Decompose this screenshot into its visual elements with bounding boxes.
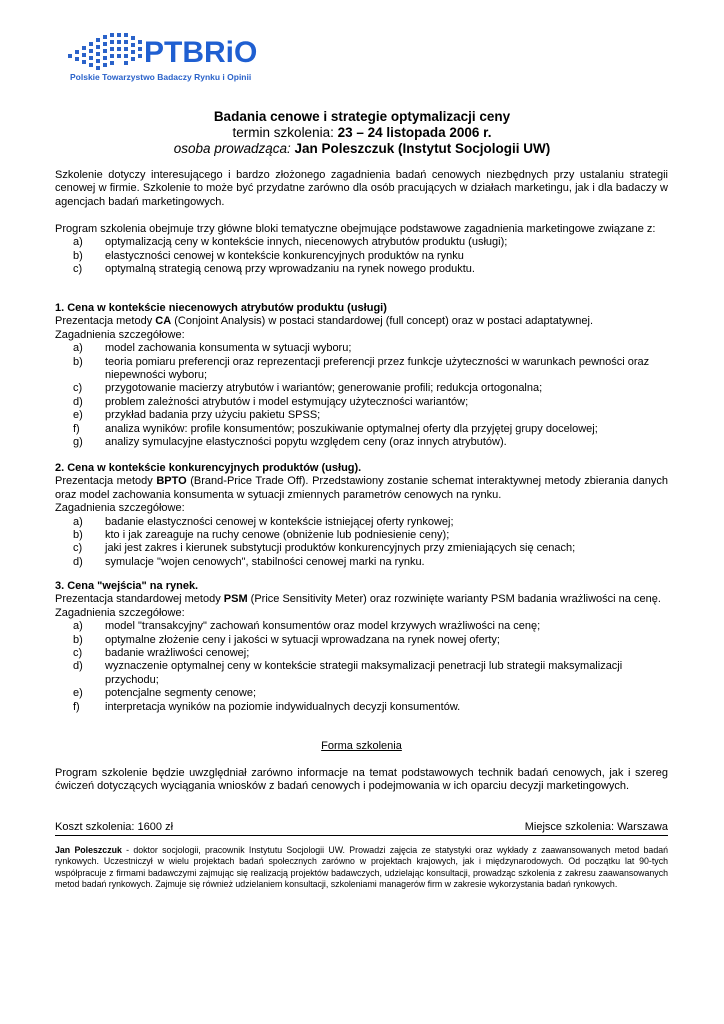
list-item: c) badanie wrażliwości cenowej; xyxy=(73,647,250,660)
training-date: termin szkolenia: 23 – 24 listopada 2006 r. xyxy=(232,125,492,140)
page-title: Badania cenowe i strategie optymalizacji ceny xyxy=(213,109,511,124)
list-item: b) optymalne złożenie ceny i jakości w sytuacji wprowadzana na rynek nowej oferty; xyxy=(73,633,500,646)
list-item: a) model "transakcyjny" zachowań konsumentów oraz model krzywych wrażliwości na cenę; xyxy=(73,620,541,633)
form-paragraph: Program szkolenie będzie uwzględniał zarówno informacje na temat podstawowych technik badań cenowych, jak i szereg ćwiczeń dotyczących wyciągania wniosków z badań cenowych i podejmowania w ich oparciu decyzji marketingowych. xyxy=(55,767,668,793)
section-3-heading: 3. Cena "wejścia" na rynek. xyxy=(55,580,199,592)
program-lead: Program szkolenia obejmuje trzy główne bloki tematyczne obejmujące podstawowe zagadnienia marketingowe związane z: xyxy=(55,223,656,235)
list-item: c) przygotowanie macierzy atrybutów i wariantów; generowanie profili; redukcja ortogonalna; xyxy=(73,382,543,395)
logo-dots-icon xyxy=(66,30,266,74)
cost-place-row xyxy=(55,821,668,836)
section-2-list xyxy=(55,516,668,570)
list-item: d) symulacje "wojen cenowych", stabilności cenowej marki na rynku. xyxy=(73,555,425,568)
program-block xyxy=(55,223,668,277)
section-1-list xyxy=(55,342,668,449)
list-item: b) kto i jak zareaguje na ruchy cenowe (obniżenie lub podniesienie ceny); xyxy=(73,529,450,542)
logo-subtitle: Polskie Towarzystwo Badaczy Rynku i Opinii xyxy=(70,72,252,82)
trainer: osoba prowadząca: Jan Poleszczuk (Instytut Socjologii UW) xyxy=(173,141,551,156)
list-item: f) analiza wyników: profile konsumentów; poszukiwanie optymalnej oferty dla przyjętej grupy docelowej; xyxy=(73,422,598,435)
list-item: f) interpretacja wyników na poziomie indywidualnych decyzji konsumentów. xyxy=(73,700,461,713)
intro-paragraph: Szkolenie dotyczy interesującego i bardzo złożonego zagadnienia badań cenowych niezbędnych przy ustalaniu strategii cenowej w firmie. Szkolenie to może być przydatne zarówno dla osób pracujących w działach marketingu, jak i dla badaczy w agencjach badań marketingowych. xyxy=(55,169,668,208)
list-item: a) optymalizacją ceny w kontekście innych, niecenowych atrybutów produktu (usługi); xyxy=(73,236,508,249)
section-1 xyxy=(55,302,668,449)
list-item: d) problem zależności atrybutów i model estymujący użyteczności wariantów; xyxy=(73,395,469,408)
bio-text: - doktor socjologii, pracownik Instytutu Socjologii UW. Prowadzi zajęcia ze statystyki oraz wykłady z zaawansowanych metod badań rynkowych. Uczestniczył w wielu projektach badań społecznych zarówno w projektach krajowych, jak i międzynarodowych. Od początku lat 90-tych współpracuje z firmami badawczymi zajmując się realizacją projektów badawczych, udzielając konsultacji, prowadząc szkolenia z zakresu zaawansowanych metod badań rynkowych. Zajmuje się również udzielaniem konsultacji, szkoleniami managerów firm w zakresie wykorzystania badań rynkowych. xyxy=(55,845,668,889)
bio-name: Jan Poleszczuk xyxy=(55,845,122,855)
section-1-method: Prezentacja metody CA (Conjoint Analysis) w postaci standardowej (full concept) oraz w postaci adaptatywnej. xyxy=(55,315,594,328)
section-2 xyxy=(55,462,668,569)
ptbrio-logo xyxy=(66,30,266,86)
list-item: e) przykład badania przy użyciu pakietu SPSS; xyxy=(73,409,321,422)
list-item: c) jaki jest zakres i kierunek substytucji produktów konkurencyjnych przy zmieniających się cenach; xyxy=(73,542,576,555)
logo-wordmark: PTBRiO xyxy=(144,36,258,69)
section-1-heading: 1. Cena w kontekście niecenowych atrybutów produktu (usługi) xyxy=(55,302,387,314)
trainer-bio xyxy=(55,845,668,890)
section-2-sub-label: Zagadnienia szczegółowe: xyxy=(55,502,185,515)
list-item: c) optymalną strategią cenową przy wprowadzaniu na rynek nowego produktu. xyxy=(73,263,475,276)
list-item: e) potencjalne segmenty cenowe; xyxy=(73,687,257,700)
section-2-heading: 2. Cena w kontekście konkurencyjnych produktów (usług). xyxy=(55,462,362,474)
section-3-sub-label: Zagadnienia szczegółowe: xyxy=(55,606,185,619)
list-item: g) analizy symulacyjne elastyczności popytu względem ceny (oraz innych atrybutów). xyxy=(73,436,507,449)
list-item: a) model zachowania konsumenta w sytuacji wyboru; xyxy=(73,342,352,355)
list-item: b) elastyczności cenowej w kontekście konkurencyjnych produktów na rynku xyxy=(73,249,464,262)
section-3-list xyxy=(55,620,668,714)
program-list xyxy=(55,236,668,276)
list-item: d) wyznaczenie optymalnej ceny w kontekście strategii maksymalizacji penetracji lub strategii maksymalizacji przychodu; xyxy=(73,660,623,686)
form-heading: Forma szkolenia xyxy=(321,740,402,752)
section-3-method: Prezentacja standardowej metody PSM (Price Sensitivity Meter) oraz rozwinięte warianty PSM badania wrażliwości na cenę. xyxy=(55,593,661,606)
list-item: b) teoria pomiaru preferencji oraz reprezentacji preferencji przez funkcje użyteczności w warunkach pewności oraz niepewności wyboru; xyxy=(73,355,650,382)
section-1-sub-label: Zagadnienia szczegółowe: xyxy=(55,328,185,341)
list-item: a) badanie elastyczności cenowej w kontekście istniejącej oferty rynkowej; xyxy=(73,515,454,528)
section-3 xyxy=(55,580,668,714)
cost-text: Koszt szkolenia: 1600 zł xyxy=(55,821,174,833)
place-text: Miejsce szkolenia: Warszawa xyxy=(524,821,668,833)
section-2-method: Prezentacja metody BPTO (Brand-Price Trade Off). Przedstawiony zostanie schemat interaktywnej metody zbierania danych oraz model zachowania konsumenta w sytuacji zmiennych parametrów cenowych na rynku. xyxy=(55,475,668,501)
